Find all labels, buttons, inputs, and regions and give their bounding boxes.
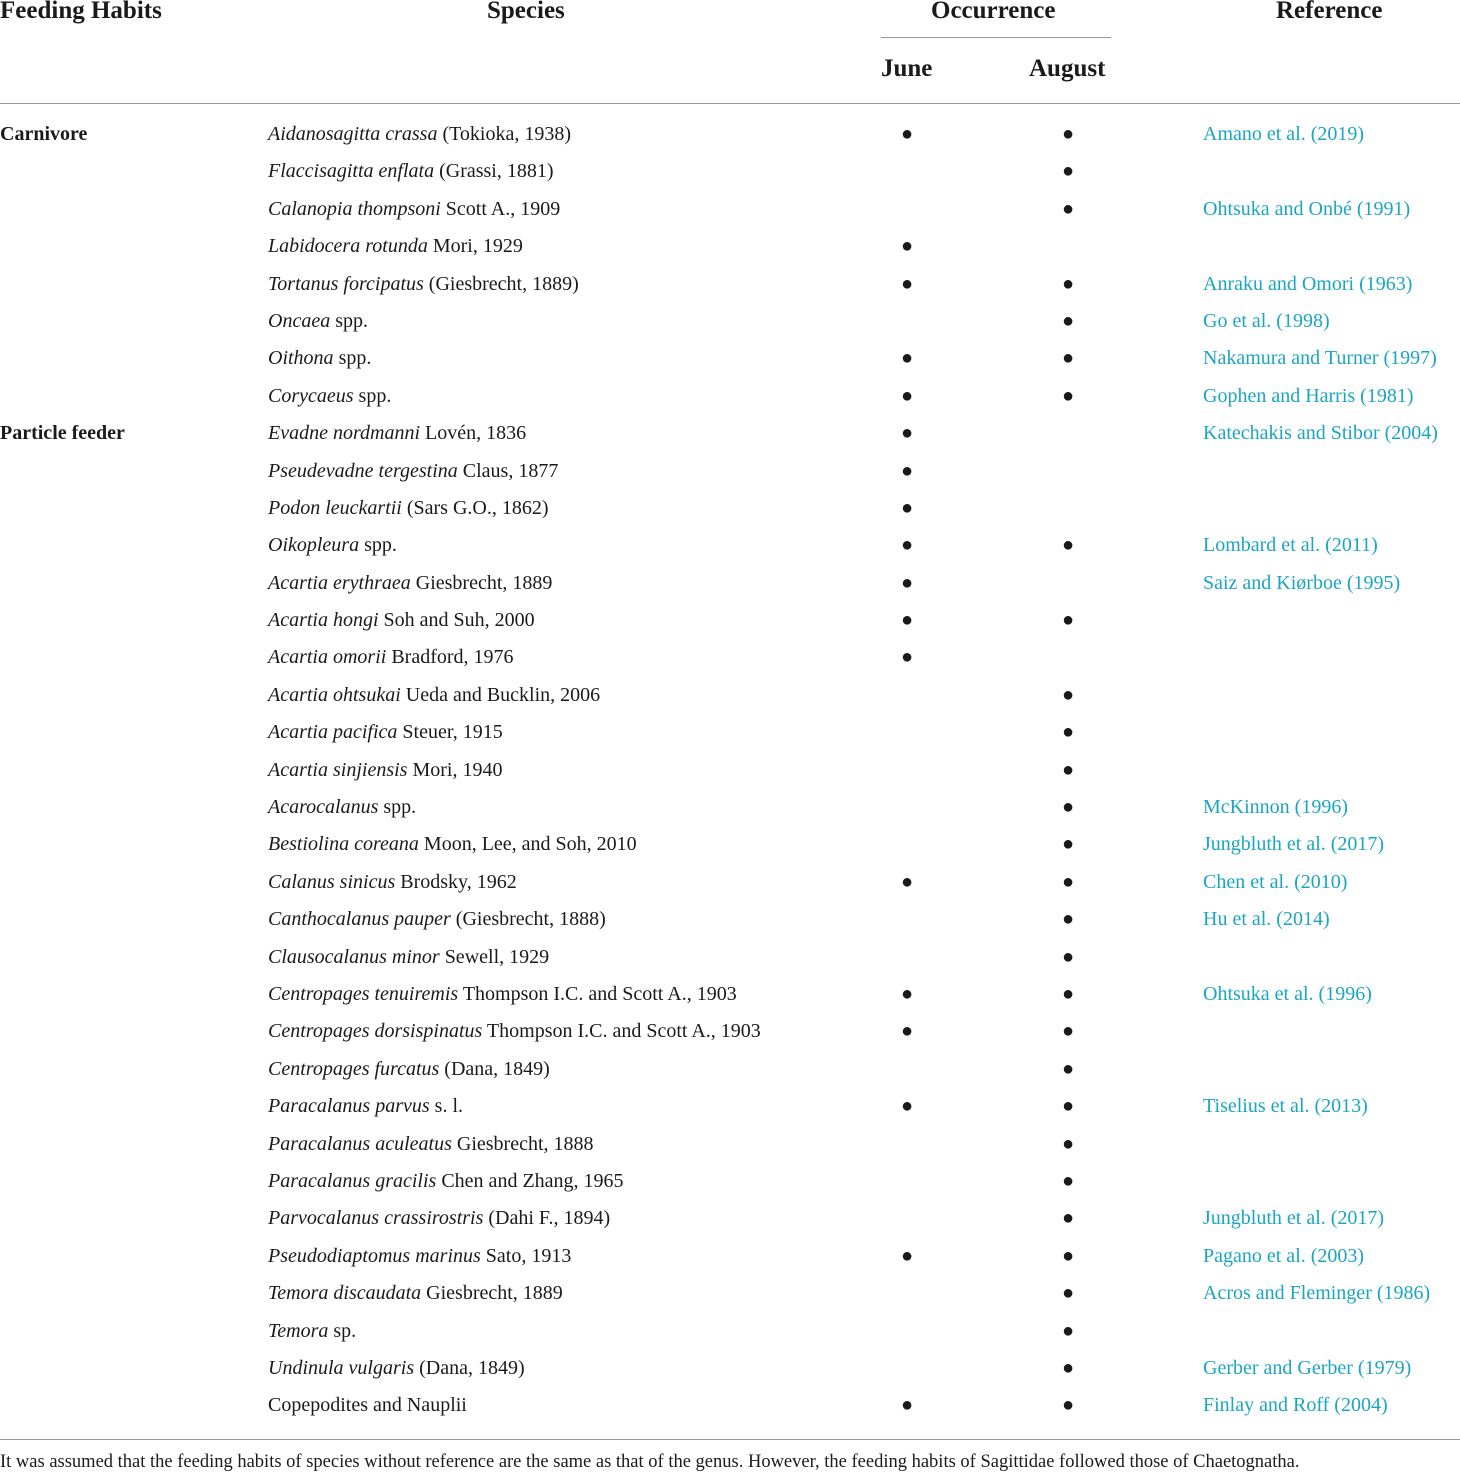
reference-link[interactable]: Jungbluth et al. (2017)	[1203, 833, 1385, 856]
species-name: Pseudevadne tergestina	[268, 459, 458, 482]
june-occurrence-dot: ●	[900, 347, 914, 370]
species-name: Undinula vulgaris	[268, 1356, 415, 1379]
species-name: Labidocera rotunda	[268, 235, 428, 258]
august-occurrence-dot: ●	[1061, 1020, 1075, 1043]
august-occurrence-dot: ●	[1061, 1356, 1075, 1379]
august-occurrence-dot: ●	[1061, 945, 1075, 968]
species-authority: spp.	[358, 384, 392, 407]
species-name: Calanopia thompsoni	[268, 197, 441, 220]
col-header-feeding-habits: Feeding Habits	[0, 0, 162, 24]
august-occurrence-dot: ●	[1061, 1244, 1075, 1267]
species-authority: Lovén, 1836	[425, 422, 527, 445]
table-row	[0, 827, 1460, 864]
table-row	[0, 304, 1460, 341]
species-authority: (Sars G.O., 1862)	[406, 496, 549, 519]
species-cell	[268, 422, 526, 445]
species-authority: Giesbrecht, 1889	[415, 571, 553, 594]
june-occurrence-dot: ●	[900, 272, 914, 295]
species-name: Paracalanus gracilis	[268, 1169, 437, 1192]
species-authority: (Grassi, 1881)	[439, 160, 554, 183]
table-row	[0, 379, 1460, 416]
species-cell	[268, 946, 549, 969]
species-cell	[268, 123, 571, 146]
table-row	[0, 1388, 1460, 1425]
species-name: Oithona	[268, 347, 334, 370]
col-header-june: June	[881, 55, 933, 82]
table-row	[0, 902, 1460, 939]
reference-link[interactable]: Hu et al. (2014)	[1203, 908, 1330, 931]
species-cell	[268, 497, 549, 520]
table-row	[0, 753, 1460, 790]
species-name: Oncaea	[268, 309, 331, 332]
june-occurrence-dot: ●	[900, 422, 914, 445]
species-name: Evadne nordmanni	[268, 422, 421, 445]
august-occurrence-dot: ●	[1061, 982, 1075, 1005]
species-cell	[268, 273, 579, 296]
species-name: Centropages dorsispinatus	[268, 1020, 483, 1043]
table-row	[0, 640, 1460, 677]
species-name: Tortanus forcipatus	[268, 272, 424, 295]
species-authority: Scott A., 1909	[445, 197, 561, 220]
june-occurrence-dot: ●	[900, 609, 914, 632]
species-name: Centropages tenuiremis	[268, 982, 459, 1005]
species-authority: Mori, 1940	[412, 758, 503, 781]
species-cell	[268, 347, 371, 370]
species-name: Aidanosagitta crassa	[268, 123, 438, 145]
reference-link[interactable]: Nakamura and Turner (1997)	[1203, 347, 1437, 370]
species-cell	[268, 908, 606, 931]
species-name: Flaccisagitta enflata	[268, 160, 435, 183]
june-occurrence-dot: ●	[900, 870, 914, 893]
species-name: Paracalanus aculeatus	[268, 1132, 452, 1155]
species-authority: Claus, 1877	[462, 459, 559, 482]
species-name: Acartia pacifica	[268, 721, 398, 744]
species-name: Paracalanus parvus	[268, 1095, 430, 1118]
august-occurrence-dot: ●	[1061, 1319, 1075, 1342]
august-occurrence-dot: ●	[1061, 197, 1075, 220]
reference-link[interactable]: Gerber and Gerber (1979)	[1203, 1356, 1412, 1379]
species-authority: (Giesbrecht, 1889)	[428, 272, 579, 295]
col-header-species: Species	[487, 0, 565, 24]
august-occurrence-dot: ●	[1061, 908, 1075, 931]
august-occurrence-dot: ●	[1061, 609, 1075, 632]
species-authority: Copepodites and Nauplii	[268, 1394, 467, 1417]
species-name: Centropages furcatus	[268, 1057, 440, 1080]
june-occurrence-dot: ●	[900, 534, 914, 557]
species-cell	[268, 684, 600, 707]
table-row	[0, 192, 1460, 229]
table-row	[0, 1239, 1460, 1276]
species-authority: (Dahi F., 1894)	[488, 1207, 611, 1230]
species-name: Corycaeus	[268, 384, 354, 407]
species-cell	[268, 721, 503, 744]
species-authority: (Giesbrecht, 1888)	[455, 908, 606, 931]
species-authority: Moon, Lee, and Soh, 2010	[423, 833, 637, 856]
species-cell	[268, 1170, 624, 1193]
june-occurrence-dot: ●	[900, 571, 914, 594]
species-authority: Giesbrecht, 1888	[456, 1132, 594, 1155]
table-row	[0, 1351, 1460, 1388]
table-row	[0, 715, 1460, 752]
august-occurrence-dot: ●	[1061, 1207, 1075, 1230]
table-row	[0, 528, 1460, 565]
august-occurrence-dot: ●	[1061, 272, 1075, 295]
reference-link[interactable]: Katechakis and Stibor (2004)	[1203, 422, 1438, 445]
june-occurrence-dot: ●	[900, 1095, 914, 1118]
species-authority: spp.	[335, 309, 368, 332]
species-authority: Giesbrecht, 1889	[426, 1282, 563, 1305]
species-cell	[268, 1245, 571, 1268]
species-cell	[268, 385, 391, 408]
table-row	[0, 1314, 1460, 1351]
august-occurrence-dot: ●	[1061, 1095, 1075, 1118]
species-cell	[268, 160, 554, 183]
june-occurrence-dot: ●	[900, 123, 914, 145]
species-name: Pseudodiaptomus marinus	[268, 1244, 481, 1267]
table-row	[0, 267, 1460, 304]
species-cell	[268, 1058, 550, 1081]
august-occurrence-dot: ●	[1061, 1169, 1075, 1192]
table-row	[0, 1052, 1460, 1089]
august-occurrence-dot: ●	[1061, 309, 1075, 332]
table-row	[0, 566, 1460, 603]
col-header-occurrence: Occurrence	[931, 0, 1056, 24]
species-cell	[268, 1394, 467, 1417]
header-rule	[0, 103, 1460, 104]
august-occurrence-dot: ●	[1061, 1282, 1075, 1305]
august-occurrence-dot: ●	[1061, 123, 1075, 145]
species-name: Temora	[268, 1319, 329, 1342]
august-occurrence-dot: ●	[1061, 384, 1075, 407]
june-occurrence-dot: ●	[900, 1394, 914, 1417]
species-name: Temora discaudata	[268, 1282, 422, 1305]
table-row	[0, 117, 1460, 154]
species-authority: (Dana, 1849)	[444, 1057, 550, 1080]
table-row	[0, 1164, 1460, 1201]
species-authority: Ueda and Bucklin, 2006	[405, 683, 601, 706]
reference-link[interactable]: Lombard et al. (2011)	[1203, 534, 1378, 557]
species-cell	[268, 1282, 563, 1305]
table-row	[0, 1089, 1460, 1126]
species-cell	[268, 235, 523, 258]
table-row	[0, 454, 1460, 491]
species-authority: Soh and Suh, 2000	[383, 609, 535, 632]
reference-link[interactable]: Pagano et al. (2003)	[1203, 1244, 1365, 1267]
species-name: Clausocalanus minor	[268, 945, 440, 968]
species-authority: Steuer, 1915	[402, 721, 503, 744]
species-cell	[268, 1133, 594, 1156]
june-occurrence-dot: ●	[900, 235, 914, 258]
species-cell	[268, 871, 517, 894]
species-name: Canthocalanus pauper	[268, 908, 451, 931]
species-name: Acartia omorii	[268, 646, 387, 669]
species-cell	[268, 609, 535, 632]
june-occurrence-dot: ●	[900, 1020, 914, 1043]
feeding-habit-cell: Carnivore	[0, 123, 88, 145]
species-cell	[268, 572, 552, 595]
table-row	[0, 491, 1460, 528]
june-occurrence-dot: ●	[900, 496, 914, 519]
table-row	[0, 1276, 1460, 1313]
species-cell	[268, 983, 737, 1006]
species-cell	[268, 534, 397, 557]
species-cell	[268, 759, 502, 782]
species-name: Acartia ohtsukai	[268, 683, 401, 706]
august-occurrence-dot: ●	[1061, 347, 1075, 370]
species-authority: Sato, 1913	[485, 1244, 572, 1267]
table-row	[0, 229, 1460, 266]
species-authority: Thompson I.C. and Scott A., 1903	[486, 1020, 761, 1043]
feeding-habit-cell: Particle feeder	[0, 422, 125, 445]
reference-link[interactable]: Gophen and Harris (1981)	[1203, 384, 1414, 407]
species-authority: Bradford, 1976	[391, 646, 514, 669]
species-authority: s. l.	[434, 1095, 464, 1118]
august-occurrence-dot: ●	[1061, 160, 1075, 183]
table-row	[0, 1014, 1460, 1051]
august-occurrence-dot: ●	[1061, 758, 1075, 781]
occurrence-divider	[881, 37, 1111, 38]
reference-link[interactable]: Go et al. (1998)	[1203, 309, 1330, 332]
august-occurrence-dot: ●	[1061, 1132, 1075, 1155]
species-authority: Brodsky, 1962	[400, 870, 517, 893]
table-row	[0, 865, 1460, 902]
august-occurrence-dot: ●	[1061, 1394, 1075, 1417]
species-cell	[268, 646, 514, 669]
june-occurrence-dot: ●	[900, 459, 914, 482]
species-authority: spp.	[364, 534, 397, 557]
table-row	[0, 416, 1460, 453]
species-cell	[268, 1320, 356, 1343]
reference-link[interactable]: Ohtsuka and Onbé (1991)	[1203, 197, 1411, 220]
table-row	[0, 678, 1460, 715]
species-authority: Mori, 1929	[432, 235, 523, 258]
august-occurrence-dot: ●	[1061, 683, 1075, 706]
august-occurrence-dot: ●	[1061, 721, 1075, 744]
species-authority: Sewell, 1929	[444, 945, 550, 968]
august-occurrence-dot: ●	[1061, 870, 1075, 893]
august-occurrence-dot: ●	[1061, 833, 1075, 856]
table-row	[0, 1127, 1460, 1164]
species-authority: spp.	[383, 796, 417, 819]
august-occurrence-dot: ●	[1061, 796, 1075, 819]
species-cell	[268, 1207, 610, 1230]
species-authority: (Tokioka, 1938)	[442, 123, 572, 145]
species-cell	[268, 198, 560, 221]
reference-link[interactable]: Ohtsuka et al. (1996)	[1203, 982, 1372, 1005]
table-footnote: It was assumed that the feeding habits of species without reference are the same as that of the genus. However, the feeding habits of Sagittidae followed those of Chaetognatha.	[0, 1452, 1300, 1472]
species-cell	[268, 796, 416, 819]
table-row	[0, 790, 1460, 827]
table-row	[0, 154, 1460, 191]
species-authority: Chen and Zhang, 1965	[441, 1169, 624, 1192]
reference-link[interactable]: Amano et al. (2019)	[1203, 123, 1365, 145]
species-cell	[268, 1020, 761, 1043]
june-occurrence-dot: ●	[900, 646, 914, 669]
table-row	[0, 603, 1460, 640]
species-name: Acartia sinjiensis	[268, 758, 408, 781]
species-authority: Thompson I.C. and Scott A., 1903	[462, 982, 737, 1005]
species-name: Parvocalanus crassirostris	[268, 1207, 484, 1230]
table-row	[0, 341, 1460, 378]
reference-link[interactable]: Chen et al. (2010)	[1203, 870, 1348, 893]
table-row	[0, 977, 1460, 1014]
species-cell	[268, 310, 368, 333]
june-occurrence-dot: ●	[900, 384, 914, 407]
reference-link[interactable]: Jungbluth et al. (2017)	[1203, 1207, 1385, 1230]
june-occurrence-dot: ●	[900, 982, 914, 1005]
table-row	[0, 1201, 1460, 1238]
species-name: Bestiolina coreana	[268, 833, 419, 856]
august-occurrence-dot: ●	[1061, 534, 1075, 557]
reference-link[interactable]: Acros and Fleminger (1986)	[1203, 1282, 1431, 1305]
species-cell	[268, 1357, 525, 1380]
species-cell	[268, 460, 558, 483]
species-name: Oikopleura	[268, 534, 360, 557]
species-authority: spp.	[338, 347, 372, 370]
col-header-reference: Reference	[1276, 0, 1383, 24]
species-cell	[268, 1095, 463, 1118]
species-cell	[268, 833, 637, 856]
table-body	[0, 117, 1460, 1426]
table-row	[0, 940, 1460, 977]
species-name: Calanus sinicus	[268, 870, 396, 893]
col-header-august: August	[1029, 55, 1106, 82]
reference-link[interactable]: McKinnon (1996)	[1203, 796, 1348, 819]
august-occurrence-dot: ●	[1061, 1057, 1075, 1080]
species-name: Acarocalanus	[268, 796, 379, 819]
species-name: Acartia hongi	[268, 609, 379, 632]
reference-link[interactable]: Saiz and Kiørboe (1995)	[1203, 571, 1401, 594]
june-occurrence-dot: ●	[900, 1244, 914, 1267]
species-authority: (Dana, 1849)	[419, 1356, 525, 1379]
species-authority: sp.	[333, 1319, 357, 1342]
reference-link[interactable]: Finlay and Roff (2004)	[1203, 1394, 1388, 1417]
reference-link[interactable]: Tiselius et al. (2013)	[1203, 1095, 1368, 1118]
reference-link[interactable]: Anraku and Omori (1963)	[1203, 272, 1413, 295]
species-name: Acartia erythraea	[268, 571, 411, 594]
table-bottom-rule	[0, 1439, 1460, 1440]
species-name: Podon leuckartii	[268, 496, 402, 519]
